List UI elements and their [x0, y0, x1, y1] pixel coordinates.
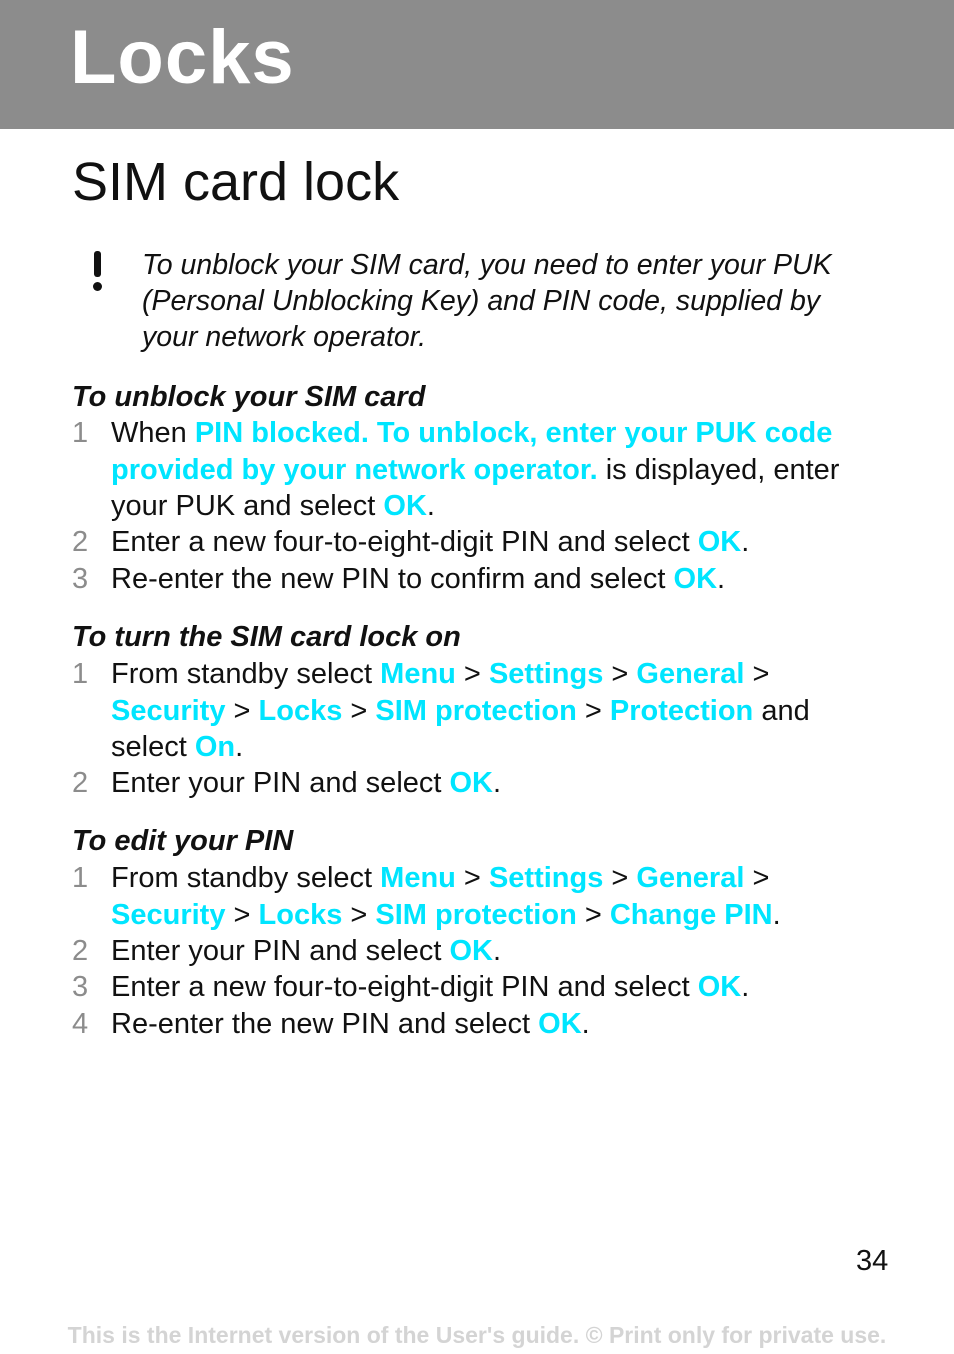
step-number: 1 [72, 658, 89, 690]
step [72, 933, 892, 970]
step [72, 860, 862, 933]
menu-term: Security [111, 898, 226, 931]
step-text-segment: . [235, 731, 244, 763]
step-text-segment: . [741, 971, 750, 1003]
step-text-segment: Re-enter the new PIN and select [111, 1008, 539, 1040]
step-number: 3 [72, 563, 89, 595]
step-text-segment: > [744, 658, 770, 690]
step-text [111, 561, 892, 598]
step-text-segment: is displayed, enter your PUK and select [111, 453, 840, 522]
step-text-segment: . [493, 935, 502, 967]
step-text-segment: . [426, 490, 435, 522]
step-number: 2 [72, 935, 89, 967]
step [72, 561, 892, 598]
menu-term: SIM protection [375, 898, 577, 931]
menu-term: OK [697, 971, 742, 1003]
step [72, 765, 892, 802]
menu-term: General [636, 862, 745, 894]
exclamation-icon [90, 251, 106, 291]
step-text-segment: . [581, 1008, 590, 1040]
menu-term: OK [673, 563, 718, 595]
procedure-title: To edit your PIN [72, 825, 294, 857]
step-text-segment: > [342, 694, 376, 727]
note-text: To unblock your SIM card, you need to enter your PUK (Personal Unblocking Key) and PIN code, supplied by your network operator. [142, 249, 832, 353]
step [72, 415, 892, 525]
step-text-segment: . [493, 767, 502, 799]
step-text-segment: Enter a new four-to-eight-digit PIN and select [111, 526, 698, 558]
step-number: 2 [72, 526, 89, 558]
step-text-segment: . [741, 526, 750, 558]
step-number: 2 [72, 767, 89, 799]
menu-term: OK [538, 1008, 582, 1040]
page-number: 34 [856, 1245, 889, 1277]
step-text-segment: > [603, 862, 637, 894]
menu-term: OK [697, 526, 742, 558]
menu-term: OK [449, 935, 493, 967]
step-text-segment: . [717, 563, 726, 595]
step-text [111, 415, 892, 525]
step-text-segment: Re-enter the new PIN to confirm and select [111, 563, 674, 595]
step-text-segment: > [225, 694, 259, 727]
step [72, 524, 892, 561]
procedure-title: To unblock your SIM card [72, 381, 426, 413]
step [72, 1006, 892, 1043]
menu-term: Change PIN [609, 898, 773, 931]
step-text [111, 860, 862, 933]
menu-term: PIN blocked. To unblock, enter your PUK code provided by your network operator. [111, 417, 833, 486]
menu-term: General [636, 658, 745, 690]
step-text-segment: From standby select [111, 862, 381, 894]
menu-term: Locks [258, 694, 343, 727]
menu-term: Menu [380, 658, 456, 690]
step-text [111, 1006, 892, 1043]
step-text-segment: > [455, 862, 489, 894]
step-number: 1 [72, 862, 89, 894]
step-text-segment: From standby select [111, 658, 381, 690]
step [72, 656, 852, 766]
menu-term: OK [383, 490, 427, 522]
step-text-segment: . [772, 898, 781, 931]
chapter-title: Locks [70, 15, 295, 100]
step-text-segment: Enter your PIN and select [111, 935, 450, 967]
menu-term: Locks [258, 898, 343, 931]
step-number: 3 [72, 971, 89, 1003]
step-text-segment: > [225, 898, 259, 931]
menu-term: Protection [609, 694, 754, 727]
menu-term: Menu [380, 862, 456, 894]
menu-term: OK [449, 767, 493, 799]
menu-term: Settings [488, 862, 604, 894]
menu-term: Security [111, 694, 226, 727]
step-text-segment: Enter your PIN and select [111, 767, 450, 799]
step-number: 4 [72, 1008, 89, 1040]
menu-term: On [194, 731, 236, 763]
step-text [111, 524, 892, 561]
step-text [111, 656, 852, 766]
footer-notice: This is the Internet version of the User's guide. © Print only for private use. [67, 1322, 887, 1348]
step-text-segment: > [744, 862, 770, 894]
step-text [111, 969, 892, 1006]
section-title: SIM card lock [72, 152, 400, 212]
step-number: 1 [72, 417, 89, 449]
step [72, 969, 892, 1006]
step-text-segment: > [342, 898, 376, 931]
step-text [111, 933, 892, 970]
procedure-title: To turn the SIM card lock on [72, 621, 461, 653]
step-text-segment: > [576, 694, 610, 727]
step-text-segment: > [603, 658, 637, 690]
step-text-segment: Enter a new four-to-eight-digit PIN and select [111, 971, 698, 1003]
step-text-segment: > [455, 658, 489, 690]
step-text-segment: and select [111, 694, 810, 763]
step-text [111, 765, 892, 802]
menu-term: Settings [488, 658, 604, 690]
menu-term: SIM protection [375, 694, 577, 727]
step-text-segment: When [111, 417, 195, 449]
step-text-segment: > [576, 898, 610, 931]
